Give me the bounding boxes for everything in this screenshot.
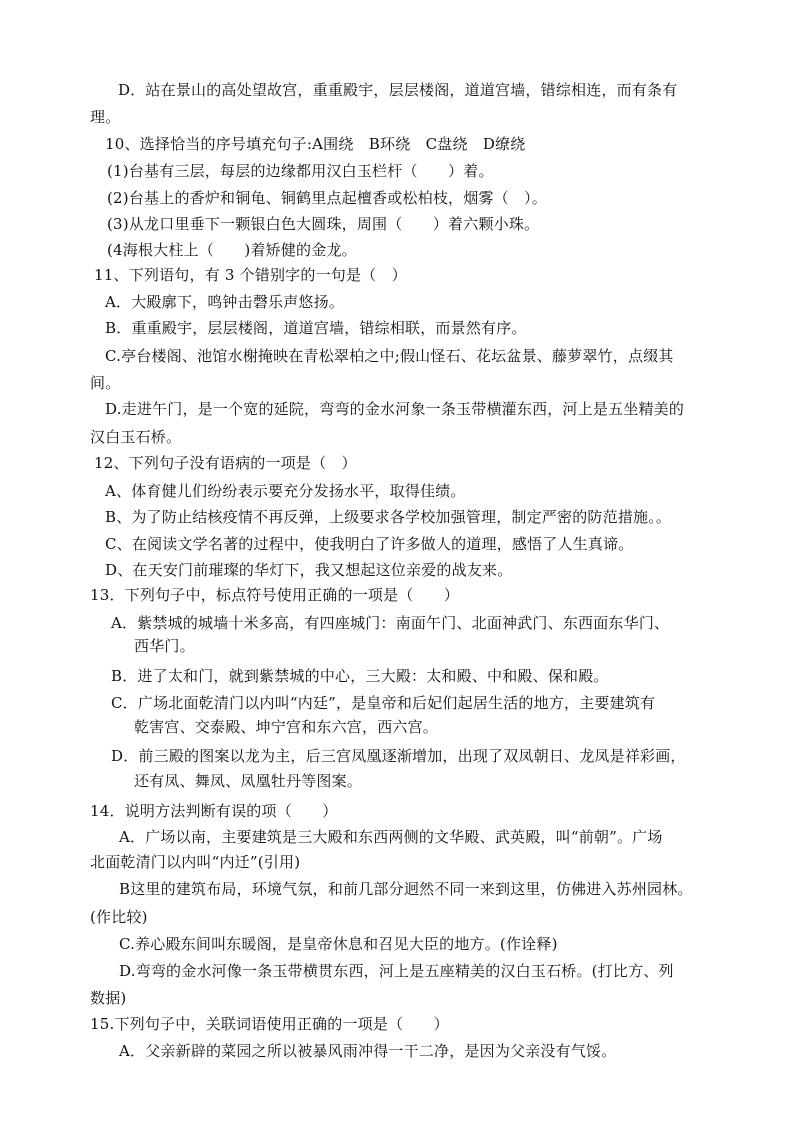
text-line: (3)从龙口里垂下一颗银白色大圆珠，周围（ ）着六颗小珠。 (107, 215, 540, 233)
text-line: (作比较) (90, 908, 148, 926)
question-12: 12、下列句子没有语病的一项是（ ） (94, 454, 357, 472)
question-11: 11、下列语句，有 3 个错别字的一句是（ ） (94, 266, 407, 284)
text-line: 乾害宫、交泰殿、坤宁宫和东六宫，西六宫。 (134, 718, 439, 736)
text-line: 间。 (90, 374, 121, 392)
text-line: A．大殿廓下，鸣钟击磬乐声悠扬。 (105, 293, 345, 311)
text-line: 西华门。 (134, 637, 195, 655)
question-14: 14．说明方法判断有误的项（ ） (90, 802, 338, 820)
text-line: B这里的建筑布局，环境气氛，和前几部分迥然不同一来到这里，仿佛进入苏州园林。 (119, 880, 693, 898)
text-line: B、为了防止结核疫情不再反弹，上级要求各学校加强管理，制定严密的防范措施。。 (105, 508, 672, 526)
text-line: A、体育健儿们纷纷表示要充分发扬水平，取得佳绩。 (105, 482, 466, 500)
text-line: C.亭台楼阁、池馆水榭掩映在青松翠柏之中;假山怪石、花坛盆景、藤萝翠竹，点缀其 (105, 347, 674, 365)
text-line: 北面乾清门以内叫“内迁”(引用) (90, 853, 301, 871)
text-line: (4海根大柱上（ )着矫健的金龙。 (107, 241, 357, 259)
text-line: 数据) (90, 989, 127, 1007)
text-line: C．广场北面乾清门以内叫“内廷”，是皇帝和后妃们起居生活的地方，主要建筑有 (111, 694, 656, 712)
text-line: B．重重殿宇，层层楼阁，道道宫墙，错综相联，而景然有序。 (105, 319, 527, 337)
text-line: D.弯弯的金水河像一条玉带横贯东西，河上是五座精美的汉白玉石桥。(打比方、列 (119, 962, 674, 980)
question-13: 13．下列句子中，标点符号使用正确的一项是（ ） (90, 586, 460, 604)
text-line: 理。 (90, 108, 121, 126)
question-15: 15.下列句子中，关联词语使用正确的一项是（ ） (90, 1015, 449, 1033)
text-line: A．紫禁城的城墙十米多高，有四座城门：南面午门、北面神武门、东西面东华门、 (111, 614, 670, 632)
text-line: D.走进午门，是一个宽的延院，弯弯的金水河象一条玉带横灌东西，河上是五坐精美的 (105, 400, 685, 418)
text-line: (2)台基上的香炉和铜龟、铜鹤里点起檀香或松柏枝，烟雾（ ）。 (107, 189, 547, 207)
text-line: (1)台基有三层，每层的边缘都用汉白玉栏杆（ ）着。 (107, 162, 494, 180)
text-line: 还有凤、舞凤、凤凰牡丹等图案。 (134, 772, 363, 790)
text-line: C.养心殿东间叫东暖阁，是皇帝休息和召见大臣的地方。(作诠释) (119, 935, 558, 953)
text-line: A．广场以南，主要建筑是三大殿和东西两侧的文华殿、武英殿，叫“前朝”。广场 (119, 828, 663, 846)
question-10: 10、选择恰当的序号填充句子:A围绕 B环绕 C盘绕 D缭绕 (105, 135, 526, 153)
text-line: D．站在景山的高处望故宫，重重殿宇，层层楼阁，道道宫墙，错综相连，而有条有 (118, 81, 678, 99)
text-line: B．进了太和门，就到紫禁城的中心，三大殿：太和殿、中和殿、保和殿。 (111, 667, 609, 685)
text-line: 汉白玉石桥。 (90, 428, 182, 446)
text-line: D、在天安门前璀璨的华灯下，我又想起这位亲爱的战友来。 (105, 561, 513, 579)
text-line: A．父亲新辟的菜园之所以被暴风雨冲得一干二净，是因为父亲没有气馁。 (119, 1042, 617, 1060)
text-line: D．前三殿的图案以龙为主，后三宫凤凰逐渐增加，出现了双凤朝日、龙凤是祥彩画， (111, 747, 686, 765)
text-line: C、在阅读文学名著的过程中，使我明白了许多做人的道理，感悟了人生真谛。 (105, 535, 634, 553)
